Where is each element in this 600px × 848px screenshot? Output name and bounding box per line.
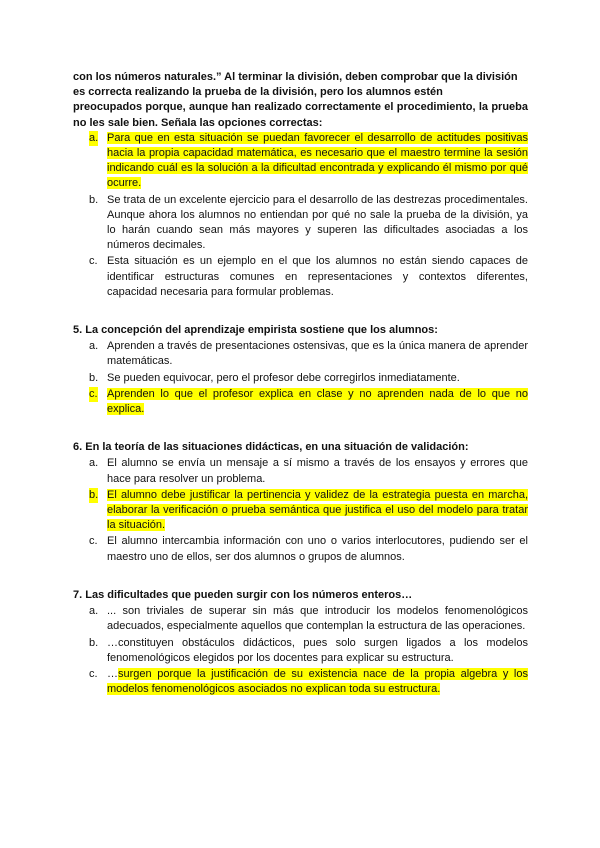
option-5b <box>73 371 528 386</box>
option-text: surgen porque la justificación de su existencia nace de la propia algebra y los modelos fenomenológicos asociados no explican toda su estructura. <box>107 667 528 696</box>
spacer <box>73 566 528 580</box>
option-7b <box>73 636 528 666</box>
option-text: Esta situación es un ejemplo en el que los alumnos no están siendo capaces de identificar estructuras comunes en representaciones y contextos diferentes, capacidad necesaria para formular problemas. <box>107 255 528 298</box>
statement-line-1: con los números naturales.” Al terminar la división, deben comprobar que la división <box>73 71 518 83</box>
option-marker: a. <box>89 131 98 146</box>
option-marker: b. <box>89 636 99 649</box>
option-text: ... son triviales de superar sin más que introducir los modelos fenomenológicos adecuados, especialmente aquellos que contemplan la estructura de las operaciones. <box>107 605 528 633</box>
question-4-options <box>73 131 528 300</box>
option-marker: b. <box>89 488 98 503</box>
option-prefix: … <box>107 667 118 680</box>
option-text: Se pueden equivocar, pero el profesor debe corregirlos inmediatamente. <box>107 371 460 384</box>
option-marker: a. <box>89 340 99 353</box>
question-5-title: 5. La concepción del aprendizaje empirista sostiene que los alumnos: <box>73 324 438 337</box>
option-7a <box>73 604 528 634</box>
option-text: Aprenden a través de presentaciones ostensivas, que es la única manera de aprender matemáticas. <box>107 340 528 368</box>
option-marker: c. <box>89 387 98 402</box>
question-7-title: 7. Las dificultades que pueden surgir con los números enteros… <box>73 588 413 601</box>
option-marker: c. <box>89 535 98 548</box>
question-5-options <box>73 339 528 417</box>
question-7-options <box>73 604 528 697</box>
option-text: El alumno se envía un mensaje a sí mismo a través de los ensayos y errores que hace para resolver un problema. <box>107 457 528 485</box>
spacer <box>73 301 528 315</box>
spacer <box>73 418 528 432</box>
option-text: Para que en esta situación se puedan favorecer el desarrollo de actitudes positivas hacia la propia capacidad matemática, es necesario que el maestro termine la sesión indicando cuál es la solución a la dificultad encontrada y explicando él mismo por qué ocurre. <box>107 131 528 190</box>
option-marker: a. <box>89 605 99 618</box>
question-4-statement <box>73 70 528 131</box>
option-text: Se trata de un excelente ejercicio para el desarrollo de las destrezas procedimentales. Aunque ahora los alumnos no entiendan por qué no sale la prueba de la división, ya lo harán cuando sean más mayores y superen las dificultades asociadas a los números decimales. <box>107 193 528 252</box>
option-4b <box>73 193 528 254</box>
option-marker: b. <box>89 193 99 206</box>
question-5 <box>73 323 528 417</box>
statement-line-3: preocupados porque, aunque han realizado correctamente el procedimiento, la prueba no les sale bien. Señala las opciones correctas: <box>73 101 528 129</box>
document-content <box>73 70 528 698</box>
option-marker: c. <box>89 667 98 680</box>
option-7c <box>73 667 528 697</box>
option-6c <box>73 534 528 564</box>
question-6-options <box>73 456 528 564</box>
option-5c <box>73 387 528 417</box>
option-text: …constituyen obstáculos didácticos, pues solo surgen ligados a los modelos fenomenológicos elegidos por los docentes para explicar su estructura. <box>107 636 528 664</box>
option-text: El alumno debe justificar la pertinencia y validez de la estrategia puesta en marcha, elaborar la verificación o prueba semántica que justifica el uso del modelo para tratar la situación. <box>107 488 528 532</box>
statement-line-2: es correcta realizando la prueba de la división, pero los alumnos estén <box>73 86 443 99</box>
option-4c <box>73 254 528 300</box>
option-marker: a. <box>89 457 99 470</box>
option-5a <box>73 339 528 369</box>
option-6a <box>73 456 528 486</box>
option-text: Aprenden lo que el profesor explica en clase y no aprenden nada de lo que no explica. <box>107 387 528 416</box>
option-marker: b. <box>89 371 99 384</box>
question-6-title: 6. En la teoría de las situaciones didácticas, en una situación de validación: <box>73 441 469 454</box>
option-marker: c. <box>89 255 98 268</box>
option-6b <box>73 488 528 534</box>
question-7 <box>73 588 528 697</box>
question-6 <box>73 440 528 565</box>
option-text: El alumno intercambia información con uno o varios interlocutores, pudiendo ser el maestro uno de ellos, ser dos alumnos o grupos de alumnos. <box>107 535 528 563</box>
option-4a <box>73 131 528 192</box>
